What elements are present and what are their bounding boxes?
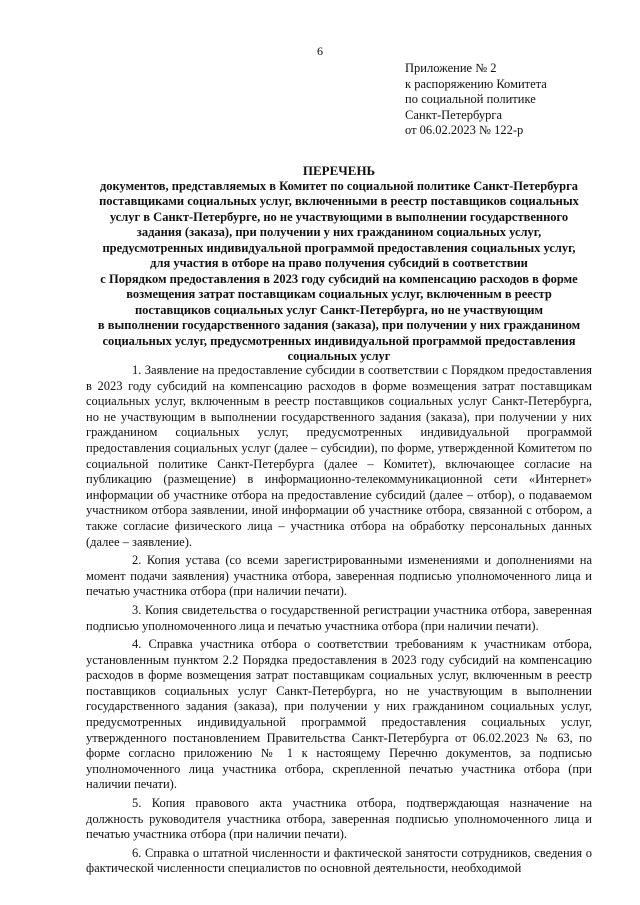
document-title bbox=[86, 163, 592, 365]
appendix-line: Приложение № 2 bbox=[405, 61, 497, 75]
appendix-line: к распоряжению Комитета bbox=[405, 76, 547, 91]
appendix-line: Санкт-Петербурга bbox=[405, 107, 503, 122]
title-line: предусмотренных индивидуальной программой предоставления социальных услуг, bbox=[102, 240, 576, 255]
title-line: для участия в отборе на право получения субсидий в соответствии bbox=[150, 256, 528, 270]
title-line: возмещения затрат поставщикам социальных услуг, включенным в реестр bbox=[126, 287, 552, 301]
paragraph-2: 2. Копия устава (со всеми зарегистрированными изменениями и дополнениями на момент подачи заявления) участника отбора, заверенная подписью уполномоченного лица и печатью участника отбора (при наличии печати). bbox=[86, 553, 592, 599]
title-line: задания (заказа), при получении у них гражданином социальных услуг, bbox=[136, 225, 542, 239]
title-line: социальных услуг bbox=[287, 349, 391, 363]
title-line: с Порядком предоставления в 2023 году субсидий на компенсацию расходов в форме bbox=[100, 271, 578, 286]
appendix-line: по социальной политике bbox=[405, 92, 536, 106]
title-line: поставщиками социальных услуг, включенными в реестр поставщиков социальных bbox=[99, 194, 579, 208]
paragraph-5: 5. Копия правового акта участника отбора, подтверждающая назначение на должность руководителя участника отбора, заверенная подписью уполномоченного лица и печатью участника отбора (при наличии печати). bbox=[86, 796, 592, 842]
paragraph-1: 1. Заявление на предоставление субсидии в соответствии с Порядком предоставления в 2023 году субсидий на компенсацию расходов в форме возмещения затрат поставщикам социальных услуг, включенным в реестр поставщиков социальных услуг Санкт-Петербурга, но не участвующим в выполнении государственного задания (заказа), при получении у них гражданином социальных услуг, предусмотренных индивидуальной программой предоставления социальных услуг (далее – субсидии), по форме, утвержденной Комитетом по социальной политике Санкт-Петербурга (далее – Комитет), включающее согласие на публикацию (размещение) в информационно-телекоммуникационной сети «Интернет» информации об участнике отбора на предоставление субсидий (далее – отбор), о подаваемом участником отбора заявлении, иной информации об участнике отбора, связанной с отбором, а также согласие физического лица – участника отбора на обработку персональных данных (далее – заявление). bbox=[86, 363, 592, 549]
paragraph-3: 3. Копия свидетельства о государственной регистрации участника отбора, заверенная подписью уполномоченного лица и печатью участника отбора (при наличии печати). bbox=[86, 602, 592, 633]
title-heading: ПЕРЕЧЕНЬ bbox=[302, 163, 376, 178]
title-line: в выполнении государственного задания (заказа), при получении у них гражданином bbox=[97, 318, 581, 332]
paragraph-6: 6. Справка о штатной численности и фактической занятости сотрудников, сведения о фактической численности специалистов по основной деятельности, необходимой bbox=[86, 845, 592, 876]
title-line: услуг в Санкт-Петербурге, но не участвующими в выполнении государственного bbox=[109, 209, 569, 224]
title-line: поставщиков социальных услуг Санкт-Петербурга, но не участвующим bbox=[134, 302, 544, 317]
title-line: документов, представляемых в Комитет по социальной политике Санкт-Петербурга bbox=[99, 178, 579, 193]
title-line: социальных услуг, предусмотренных индивидуальной программой предоставления bbox=[102, 333, 576, 348]
appendix-line: от 06.02.2023 № 122-р bbox=[405, 123, 524, 137]
document-body bbox=[86, 363, 592, 880]
appendix-block bbox=[405, 61, 547, 139]
paragraph-4: 4. Справка участника отбора о соответствии требованиям к участникам отбора, установленным пунктом 2.2 Порядка предоставления в 2023 году субсидий на компенсацию расходов в форме возмещения затрат поставщикам социальных услуг, включенным в реестр поставщиков социальных услуг Санкт-Петербурга, но не участвующим в выполнении государственного задания (заказа), при получении у них гражданином социальных услуг, предусмотренных индивидуальной программой предоставления социальных услуг, утвержденного постановлением Правительства Санкт-Петербурга от 06.02.2023 № 63, по форме согласно приложению № 1 к настоящему Перечню документов, за подписью уполномоченного лица участника отбора, скрепленной печатью участника отбора (при наличии печати). bbox=[86, 637, 592, 792]
page-number: 6 bbox=[317, 44, 323, 58]
